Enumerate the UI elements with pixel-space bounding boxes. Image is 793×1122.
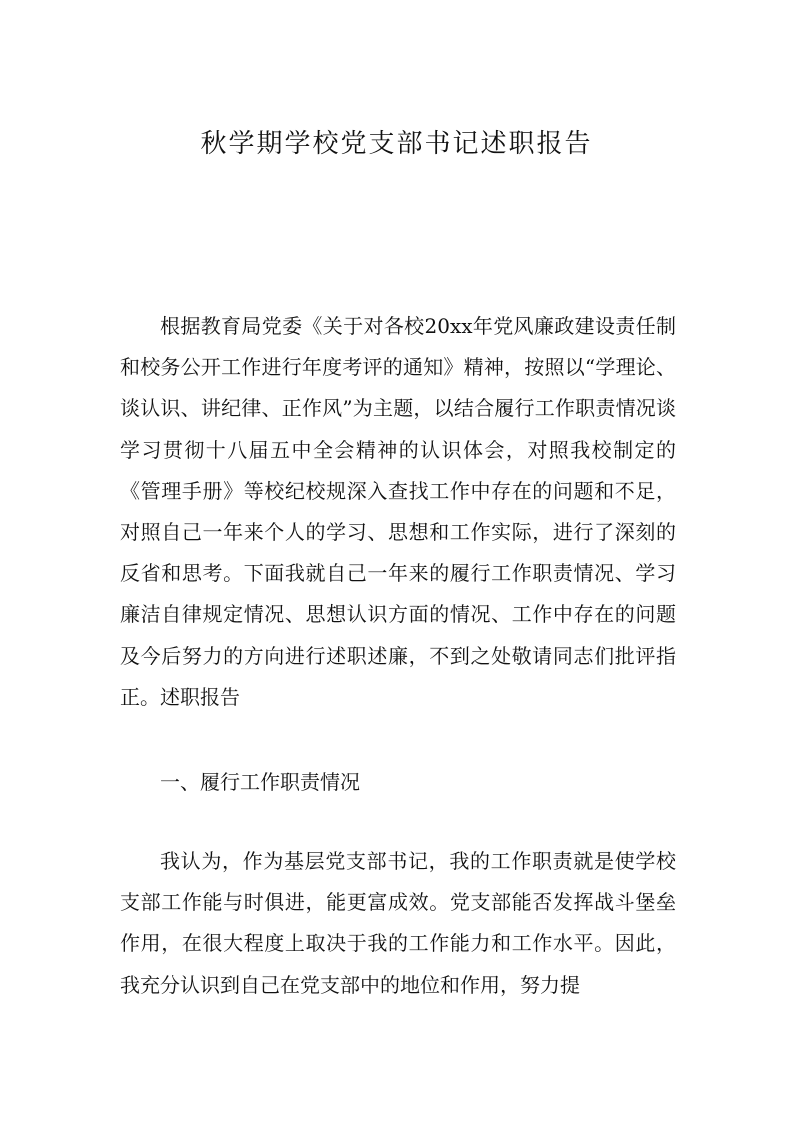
section-heading: 一、履行工作职责情况 <box>160 770 360 794</box>
section-paragraph: 我认为，作为基层党支部书记，我的工作职责就是使学校支部工作能与时俱进，能更富成效。党支部能否发挥战斗堡垒作用，在很大程度上取决于我的工作能力和工作水平。因此，我充分认识到自己在党支部中的地位和作用，努力提 <box>120 849 676 997</box>
document-title: 秋学期学校党支部书记述职报告 <box>200 129 593 159</box>
intro-paragraph: 根据教育局党委《关于对各校20xx年党风廉政建设责任制和校务公开工作进行年度考评的通知》精神，按照以“学理论、谈认识、讲纪律、正作风”为主题，以结合履行工作职责情况谈学习贯彻十八届五中全会精神的认识体会，对照我校制定的《管理手册》等校纪校规深入查找工作中存在的问题和不足，对照自己一年来个人的学习、思想和工作实际，进行了深刻的反省和思考。下面我就自己一年来的履行工作职责情况、学习廉洁自律规定情况、思想认识方面的情况、工作中存在的问题及今后努力的方向进行述职述廉，不到之处敬请同志们批评指正。述职报告 <box>120 314 676 709</box>
